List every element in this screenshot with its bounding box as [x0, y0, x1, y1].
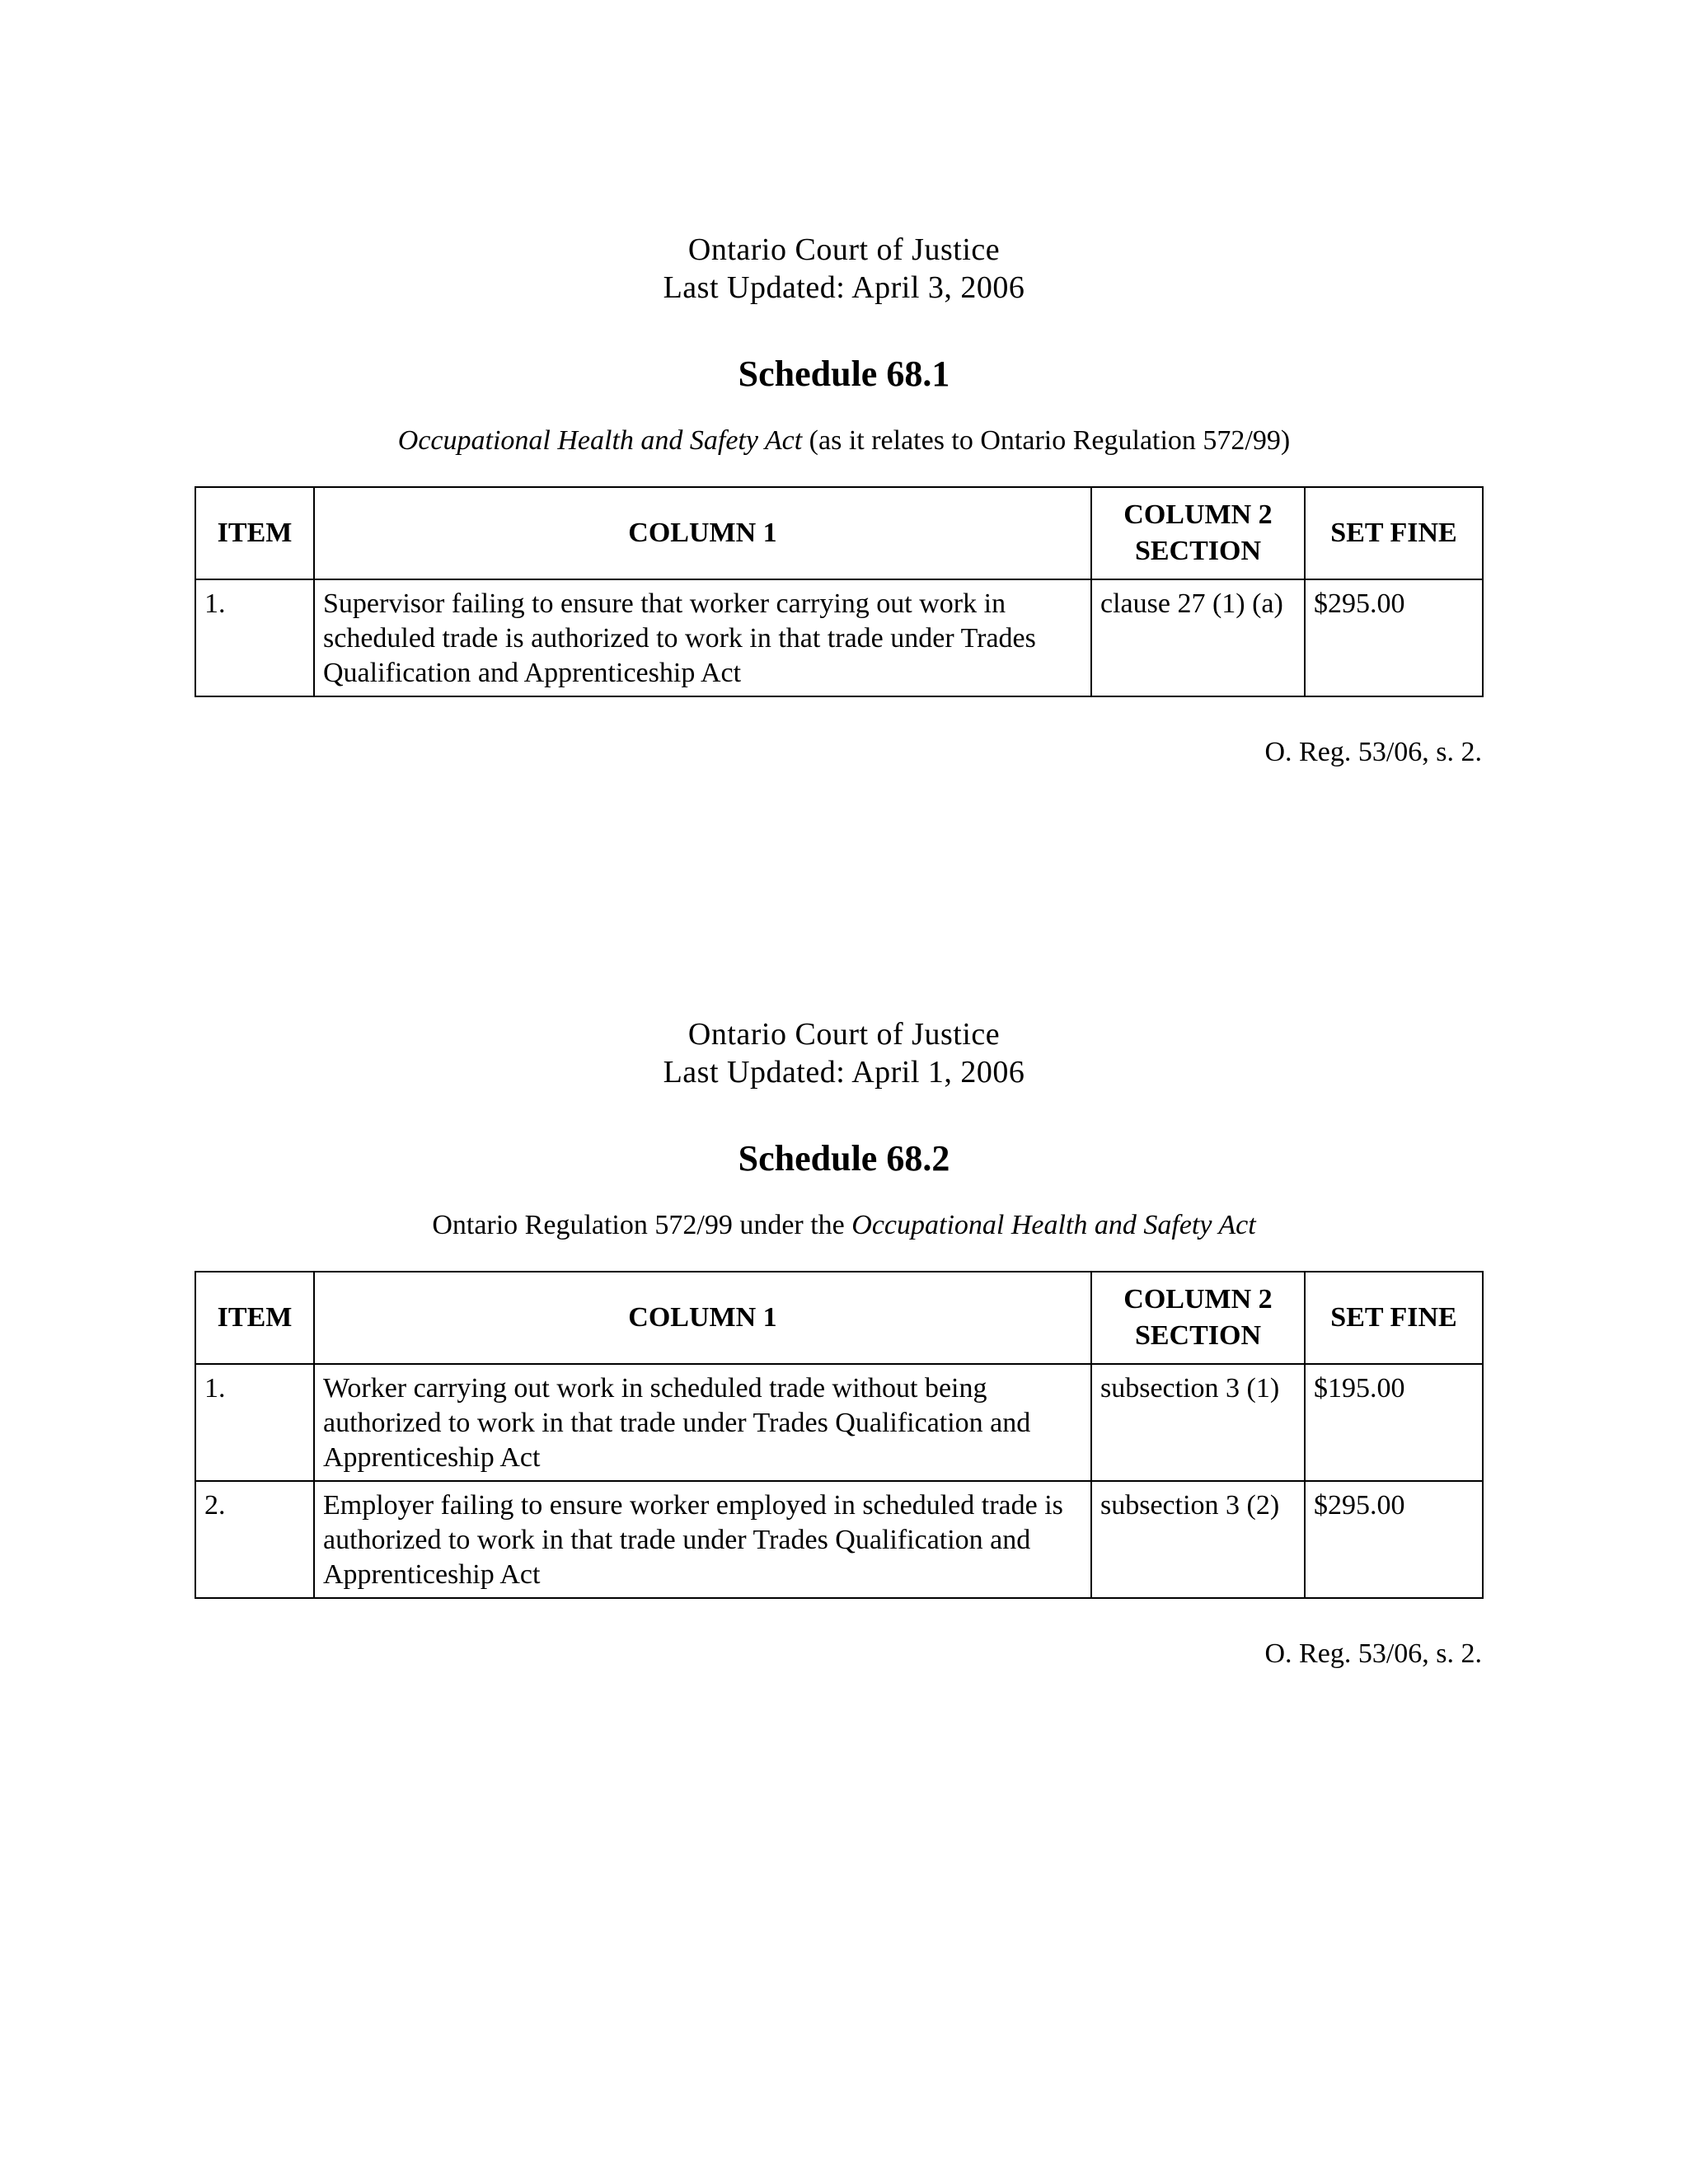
cell-item: 1. — [195, 579, 314, 696]
subtitle-act-name: Occupational Health and Safety Act — [397, 425, 803, 456]
header-set-fine: SET FINE — [1305, 1272, 1483, 1364]
header-column-2: COLUMN 2 — [1123, 1284, 1273, 1315]
table-header-row — [195, 487, 1483, 579]
subtitle-act-name: Occupational Health and Safety Act — [851, 1210, 1256, 1240]
court-header — [0, 1015, 1688, 1091]
header-item: ITEM — [195, 1272, 314, 1364]
header-column-1: COLUMN 1 — [314, 487, 1091, 579]
header-column-1: COLUMN 1 — [314, 1272, 1091, 1364]
cell-description: Supervisor failing to ensure that worker carrying out work in scheduled trade is authorized to work in that trade under Trades Qualification and Apprenticeship Act — [314, 579, 1091, 696]
last-updated: Last Updated: April 3, 2006 — [663, 270, 1025, 305]
subtitle-text-before: Ontario Regulation 572/99 under the — [432, 1210, 852, 1240]
cell-item: 1. — [195, 1364, 314, 1481]
cell-section: clause 27 (1) (a) — [1091, 579, 1305, 696]
cell-item: 2. — [195, 1481, 314, 1598]
court-header — [0, 231, 1688, 307]
cell-fine: $295.00 — [1305, 1481, 1483, 1598]
cell-description: Employer failing to ensure worker employed in scheduled trade is authorized to work in that trade under Trades Qualification and Apprenticeship Act — [314, 1481, 1091, 1598]
table-header-row — [195, 1272, 1483, 1364]
cell-section: subsection 3 (2) — [1091, 1481, 1305, 1598]
cell-description: Worker carrying out work in scheduled trade without being authorized to work in that trade under Trades Qualification and Apprenticeship Act — [314, 1364, 1091, 1481]
schedule-68-1 — [0, 231, 1688, 770]
regulation-reference: O. Reg. 53/06, s. 2. — [1264, 1638, 1482, 1669]
schedule-title: Schedule 68.1 — [738, 354, 950, 394]
table-row — [195, 579, 1483, 696]
cell-fine: $295.00 — [1305, 579, 1483, 696]
header-section: SECTION — [1134, 536, 1262, 566]
court-name: Ontario Court of Justice — [687, 232, 1001, 267]
schedule-title: Schedule 68.2 — [738, 1138, 950, 1179]
fines-table — [195, 486, 1484, 697]
regulation-reference: O. Reg. 53/06, s. 2. — [1264, 737, 1482, 767]
last-updated: Last Updated: April 1, 2006 — [663, 1055, 1025, 1090]
header-item: ITEM — [195, 487, 314, 579]
header-column-2-section — [1091, 1272, 1305, 1364]
cell-section: subsection 3 (1) — [1091, 1364, 1305, 1481]
schedule-subtitle — [0, 1208, 1688, 1243]
cell-fine: $195.00 — [1305, 1364, 1483, 1481]
court-name: Ontario Court of Justice — [687, 1017, 1001, 1052]
subtitle-text-after: (as it relates to Ontario Regulation 572/99) — [802, 425, 1291, 456]
table-row — [195, 1481, 1483, 1598]
header-set-fine: SET FINE — [1305, 487, 1483, 579]
schedule-68-2 — [0, 1015, 1688, 1671]
schedule-subtitle — [0, 424, 1688, 458]
header-column-2: COLUMN 2 — [1123, 499, 1273, 530]
fines-table — [195, 1271, 1484, 1599]
header-section: SECTION — [1134, 1320, 1262, 1351]
header-column-2-section — [1091, 487, 1305, 579]
table-row — [195, 1364, 1483, 1481]
